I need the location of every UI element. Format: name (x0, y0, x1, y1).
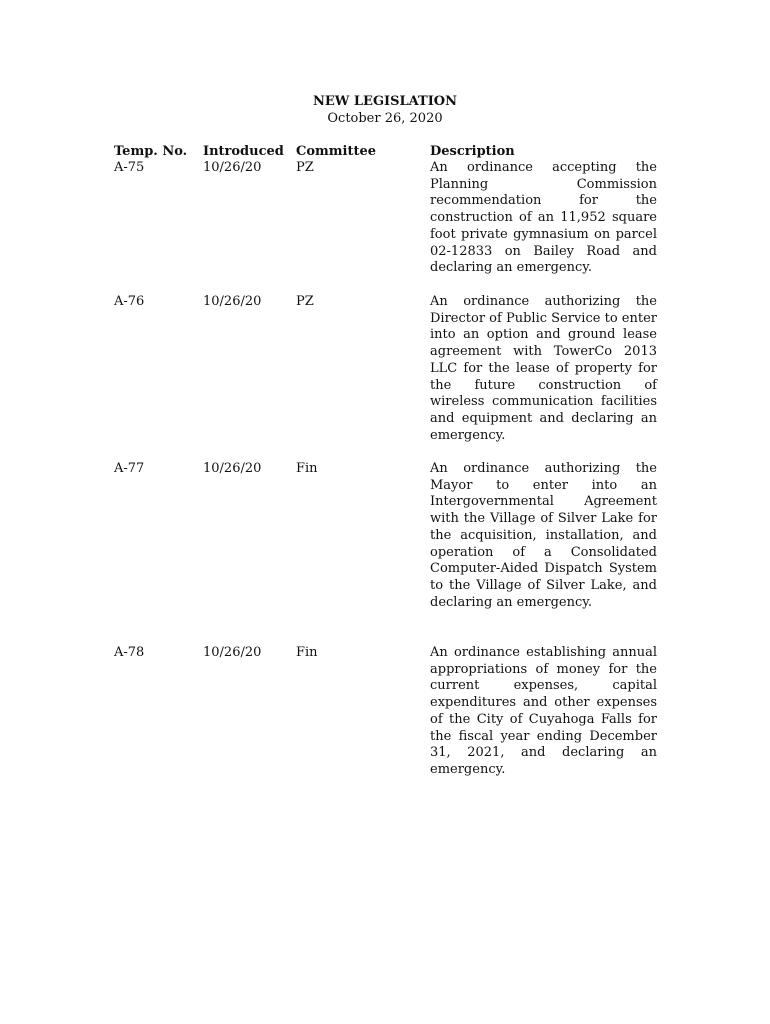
row-description: An ordinance authorizing the Director of Public Service to enter into an option and ground lease agreement with TowerCo 2013 LLC for the lease of property for the future construction of wireless communication facilities and equipment and declaring an emergency. (430, 294, 657, 443)
row-description: An ordinance establishing annual appropriations of money for the current expenses, capital expenditures and other expenses of the City of Cuyahoga Falls for the fiscal year ending December 31, 2021, and declaring an emergency. (430, 645, 657, 777)
row-introduced: 10/26/20 (203, 160, 262, 175)
row-description: An ordinance authorizing the Mayor to enter into an Intergovernmental Agreement with the Village of Silver Lake for the acquisition, installation, and operation of a Consolidated Computer-Aided Dispatch System to the Village of Silver Lake, and declaring an emergency. (430, 461, 657, 610)
row-temp-no: A-75 (114, 160, 145, 175)
page-date: October 26, 2020 (327, 111, 443, 126)
column-header-temp-no: Temp. No. (114, 144, 188, 159)
column-header-committee: Committee (296, 144, 377, 159)
column-header-description: Description (430, 144, 515, 159)
row-committee: PZ (296, 160, 314, 175)
row-temp-no: A-77 (114, 461, 145, 476)
row-committee: Fin (296, 645, 318, 660)
row-introduced: 10/26/20 (203, 461, 262, 476)
row-committee: Fin (296, 461, 318, 476)
row-introduced: 10/26/20 (203, 294, 262, 309)
row-committee: PZ (296, 294, 314, 309)
page-title: NEW LEGISLATION (312, 94, 457, 109)
row-introduced: 10/26/20 (203, 645, 262, 660)
row-temp-no: A-76 (114, 294, 145, 309)
row-description: An ordinance accepting the Planning Commission recommendation for the construction of an 11,952 square foot private gymnasium on parcel 02-12833 on Bailey Road and declaring an emergency. (430, 160, 657, 276)
row-temp-no: A-78 (114, 645, 145, 660)
column-header-introduced: Introduced (203, 144, 284, 159)
